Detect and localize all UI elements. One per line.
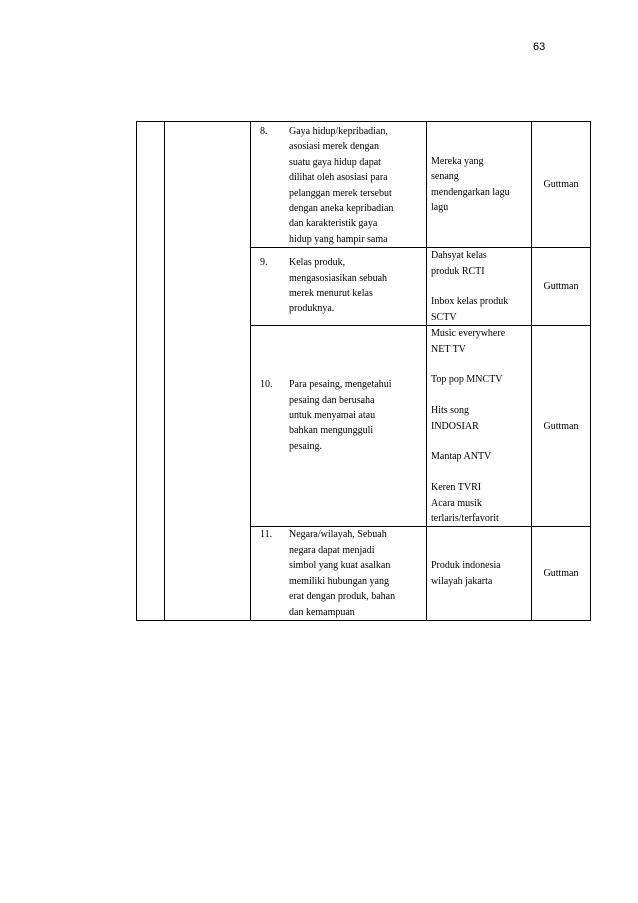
- indicator-line: pelanggan merek tersebut: [289, 187, 392, 199]
- item-line: SCTV: [431, 311, 457, 323]
- indicator-line: erat dengan produk, bahan: [289, 591, 396, 603]
- scale-cell: Guttman: [532, 248, 591, 326]
- indicator-line: bahkan mengungguli: [289, 425, 374, 437]
- indicator-line: produknya.: [289, 303, 335, 315]
- item-line: lagu: [431, 202, 449, 214]
- item-line: [431, 465, 529, 480]
- indicator-line: dan kemampuan: [289, 606, 355, 618]
- item-line: [431, 388, 529, 403]
- item-line: Acara musik: [431, 497, 482, 509]
- indicator-line: Gaya hidup/kepribadian,: [289, 126, 388, 137]
- item-cell: [427, 527, 532, 620]
- indicator-line: dilihat oleh asosiasi para: [289, 172, 388, 184]
- item-line: [431, 279, 529, 294]
- item-line: [431, 357, 529, 372]
- indicator-line: dengan aneka kepribadian: [289, 203, 394, 215]
- indicator-line: asosiasi merek dengan: [289, 141, 379, 153]
- item-number: 8.: [260, 126, 268, 137]
- item-cell: [427, 122, 532, 248]
- item-line: terlaris/terfavorit: [431, 513, 499, 525]
- item-line: wilayah jakarta: [431, 575, 493, 587]
- indicator-cell: [251, 527, 427, 620]
- item-line: [431, 434, 529, 449]
- item-line: mendengarkan lagu: [431, 186, 510, 198]
- scale-cell: Guttman: [532, 122, 591, 248]
- item-number: 11.: [260, 529, 273, 541]
- variable-cell: [165, 122, 251, 621]
- number-cell: [137, 122, 165, 621]
- scale-cell: Guttman: [532, 527, 591, 620]
- indicator-line: untuk menyamai atau: [289, 410, 376, 422]
- item-cell: [427, 248, 532, 326]
- indicator-line: pesaing.: [289, 440, 323, 452]
- item-line: INDOSIAR: [431, 420, 479, 432]
- indicator-line: simbol yang kuat asalkan: [289, 560, 391, 572]
- item-line: Dahsyat kelas: [431, 250, 487, 262]
- item-line: NET TV: [431, 343, 466, 355]
- indicator-line: merek menurut kelas: [289, 288, 373, 300]
- indicator-line: Para pesaing, mengetahui: [289, 379, 392, 391]
- scale-cell: Guttman: [532, 326, 591, 527]
- indicator-cell: [251, 122, 427, 248]
- item-number: 10.: [260, 379, 273, 391]
- indicator-line: suatu gaya hidup dapat: [289, 156, 381, 168]
- indicator-cell: [251, 326, 427, 527]
- indicator-line: negara dapat menjadi: [289, 544, 375, 556]
- item-line: senang: [431, 171, 459, 183]
- indicator-cell: [251, 248, 427, 326]
- item-line: Produk indonesia: [431, 560, 501, 572]
- indicator-line: dan karakteristik gaya: [289, 218, 378, 230]
- item-line: produk RCTI: [431, 265, 485, 277]
- item-line: Inbox kelas produk: [431, 296, 509, 308]
- indicator-line: mengasosiasikan sebuah: [289, 272, 388, 284]
- item-cell: [427, 326, 532, 527]
- indicator-line: pesaing dan berusaha: [289, 394, 375, 406]
- item-line: Keren TVRI: [431, 482, 482, 494]
- indicator-line: hidup yang hampir sama: [289, 233, 388, 245]
- indicator-line: Negara/wilayah, Sebuah: [289, 529, 387, 541]
- indicator-line: Kelas produk,: [289, 257, 346, 269]
- indicator-line: memiliki hubungan yang: [289, 575, 389, 587]
- item-line: Mereka yang: [431, 155, 484, 167]
- indicator-table: [136, 121, 591, 621]
- item-line: Mantap ANTV: [431, 451, 492, 463]
- item-line: Top pop MNCTV: [431, 374, 503, 386]
- item-line: Hits song: [431, 405, 470, 417]
- page-number: 63: [533, 41, 546, 53]
- table-row: [137, 122, 591, 248]
- item-line: Music everywhere: [431, 328, 506, 340]
- item-number: 9.: [260, 257, 268, 269]
